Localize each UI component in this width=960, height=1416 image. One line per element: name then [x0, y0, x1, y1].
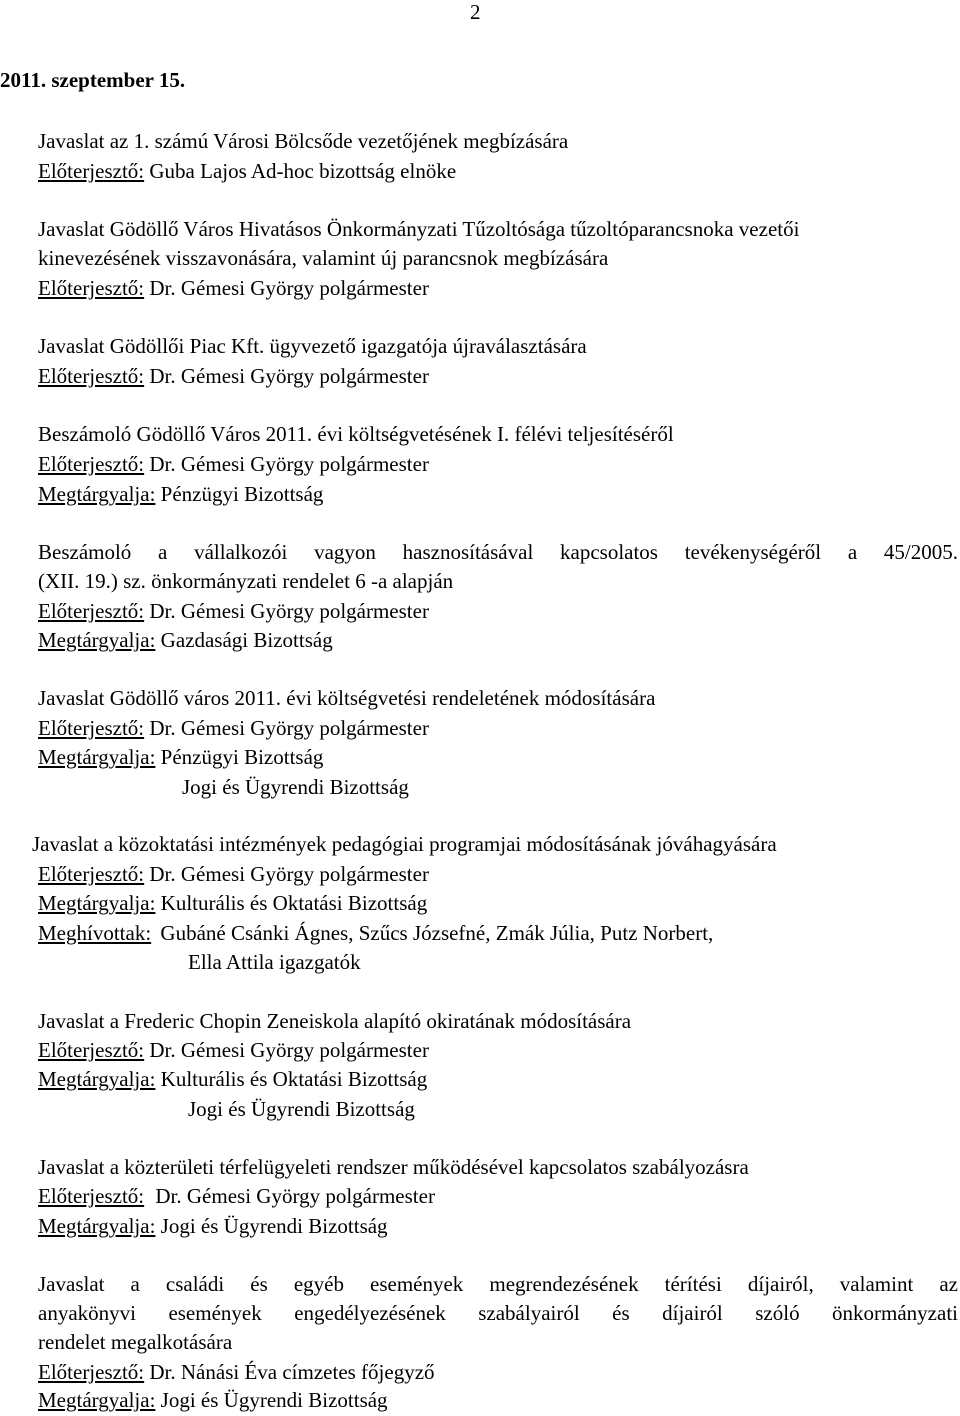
item-title: Javaslat a közterületi térfelügyeleti rendszer működésével kapcsolatos szabályozásra	[38, 1155, 749, 1179]
committee-line	[38, 1386, 388, 1415]
committee-label: Megtárgyalja:	[38, 1388, 156, 1412]
presenter-line	[38, 860, 429, 889]
invitees-names: Ella Attila igazgatók	[188, 950, 361, 974]
invitees-line	[38, 919, 713, 948]
presenter-line	[38, 1036, 429, 1065]
presenter-name: Dr. Gémesi György polgármester	[149, 862, 429, 886]
presenter-line	[38, 1358, 435, 1387]
item-title: (XII. 19.) sz. önkormányzati rendelet 6 -a alapján	[38, 569, 454, 593]
item-title: Beszámoló a vállalkozói vagyon hasznosításával kapcsolatos tevékenységéről a 45/2005.	[38, 540, 958, 564]
committee-name: Pénzügyi Bizottság	[160, 482, 324, 506]
item-title: kinevezésének visszavonására, valamint új parancsnok megbízására	[38, 246, 609, 270]
presenter-name: Dr. Gémesi György polgármester	[149, 452, 429, 476]
presenter-label: Előterjesztő:	[38, 364, 145, 388]
committee-label: Megtárgyalja:	[38, 482, 156, 506]
presenter-label: Előterjesztő:	[38, 599, 145, 623]
item-title: Beszámoló Gödöllő Város 2011. évi költségvetésének I. félévi teljesítéséről	[38, 422, 674, 446]
item-title: rendelet megalkotására	[38, 1330, 233, 1354]
presenter-line	[38, 450, 429, 479]
committee-line	[38, 626, 333, 655]
committee-line	[38, 889, 427, 918]
item-title: Javaslat Gödöllő város 2011. évi költségvetési rendeletének módosítására	[38, 686, 656, 710]
presenter-name: Dr. Gémesi György polgármester	[149, 276, 429, 300]
committee-name: Gazdasági Bizottság	[160, 628, 333, 652]
presenter-line	[38, 157, 456, 186]
committee-name: Kulturális és Oktatási Bizottság	[160, 1067, 428, 1091]
committee-label: Megtárgyalja:	[38, 891, 156, 915]
presenter-label: Előterjesztő:	[38, 452, 145, 476]
presenter-line	[38, 597, 429, 626]
item-title: Javaslat az 1. számú Városi Bölcsőde vezetőjének megbízására	[38, 129, 569, 153]
committee-line	[38, 480, 323, 509]
presenter-name: Dr. Gémesi György polgármester	[149, 599, 429, 623]
committee-label: Megtárgyalja:	[38, 1067, 156, 1091]
item-title: Javaslat a közoktatási intézmények pedagógiai programjai módosításának jóváhagyására	[32, 832, 777, 856]
committee-label: Megtárgyalja:	[38, 1214, 156, 1238]
presenter-label: Előterjesztő:	[38, 1184, 145, 1208]
item-title: Javaslat a családi és egyéb események megrendezésének térítési díjairól, valamint az	[38, 1272, 958, 1296]
meeting-date: 2011. szeptember 15.	[0, 68, 186, 92]
committee-line	[38, 1212, 388, 1241]
invitees-label: Meghívottak:	[38, 921, 152, 945]
committee-name: Pénzügyi Bizottság	[160, 745, 324, 769]
presenter-name: Dr. Gémesi György polgármester	[155, 1184, 435, 1208]
presenter-label: Előterjesztő:	[38, 716, 145, 740]
presenter-name: Dr. Nánási Éva címzetes főjegyző	[149, 1360, 435, 1384]
item-title: Javaslat a Frederic Chopin Zeneiskola alapító okiratának módosítására	[38, 1009, 632, 1033]
presenter-line	[38, 274, 429, 303]
committee-name: Jogi és Ügyrendi Bizottság	[188, 1097, 415, 1121]
committee-name: Jogi és Ügyrendi Bizottság	[160, 1388, 388, 1412]
committee-name: Jogi és Ügyrendi Bizottság	[160, 1214, 388, 1238]
item-title: anyakönyvi események engedélyezésének szabályairól és díjairól szóló önkormányzati	[38, 1301, 958, 1325]
presenter-label: Előterjesztő:	[38, 1360, 145, 1384]
presenter-name: Guba Lajos Ad-hoc bizottság elnöke	[149, 159, 457, 183]
committee-line	[38, 1065, 427, 1094]
presenter-name: Dr. Gémesi György polgármester	[149, 364, 429, 388]
presenter-name: Dr. Gémesi György polgármester	[149, 1038, 429, 1062]
invitees-names: Gubáné Csánki Ágnes, Szűcs Józsefné, Zmák Júlia, Putz Norbert,	[160, 921, 714, 945]
item-title: Javaslat Gödöllő Város Hivatásos Önkormányzati Tűzoltósága tűzoltóparancsnoka vezetői	[38, 217, 800, 241]
presenter-label: Előterjesztő:	[38, 862, 145, 886]
item-title: Javaslat Gödöllői Piac Kft. ügyvezető igazgatója újraválasztására	[38, 334, 587, 358]
presenter-name: Dr. Gémesi György polgármester	[149, 716, 429, 740]
committee-label: Megtárgyalja:	[38, 745, 156, 769]
presenter-line	[38, 714, 429, 743]
presenter-line	[38, 362, 429, 391]
page-number: 2	[470, 0, 481, 24]
presenter-line	[38, 1182, 435, 1211]
committee-name: Kulturális és Oktatási Bizottság	[160, 891, 428, 915]
presenter-label: Előterjesztő:	[38, 1038, 145, 1062]
committee-name: Jogi és Ügyrendi Bizottság	[182, 775, 409, 799]
presenter-label: Előterjesztő:	[38, 276, 145, 300]
committee-label: Megtárgyalja:	[38, 628, 156, 652]
committee-line	[38, 743, 323, 772]
presenter-label: Előterjesztő:	[38, 159, 145, 183]
